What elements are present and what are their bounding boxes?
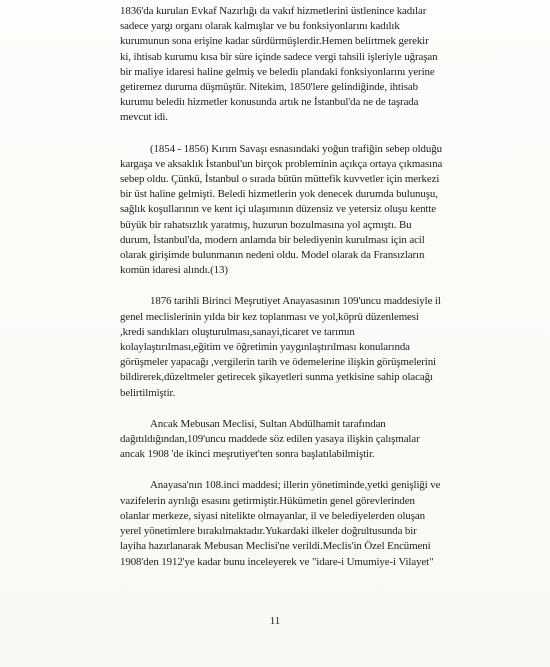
- text-line: sadece yargı organı olarak kalmışlar ve bu fonksiyonlarını kadılık: [120, 20, 400, 33]
- paragraph-gap: [120, 126, 484, 142]
- text-line: 1908'den 1912'ye kadar bunu inceleyerek ve "idare-i Umumiye-i Vilayet": [120, 555, 434, 568]
- paragraph-gap: [120, 462, 484, 478]
- text-line: kolaylaştırılması,eğitim ve öğretimin yaygınlaştırılması konularında: [120, 341, 410, 354]
- paragraph-gap: [120, 278, 484, 294]
- text-line: olarak girişimde bulunmanın nedeni oldu. Model olarak da Fransızların: [120, 249, 425, 262]
- text-line: kurumunun sona erişine kadar sürdürmüşlerdir.Hemen belirtmek gerekir: [120, 35, 429, 48]
- text-line: belirtilmiştir.: [120, 386, 176, 399]
- text-line: sebep oldu. Çünkü, İstanbul o sırada bütün müttefik kuvvetler için merkezi: [120, 173, 440, 186]
- text-line: layiha hazırlanarak Mebusan Meclisi'ne verildi.Meclis'in Özel Encümeni: [120, 540, 431, 553]
- body-text: [120, 4, 484, 570]
- text-line: büyük bir rahatsızlık yaratmış, huzurun bozulmasına yol açmıştı. Bu: [120, 218, 412, 231]
- text-line: getiremez duruma düşmüştür. Nitekim, 1850'lere gelindiğinde, ihtisab: [120, 81, 418, 94]
- text-line: bildirerek,düzeltmeler getirecek şikayetleri sunma yetkisine sahip olacağı: [120, 371, 433, 384]
- text-line: vazifelerin ayrılığı esasını getirmiştir.Hükümetin genel görevlerinden: [120, 494, 415, 507]
- text-line: olanlar merkeze, siyasi nitelikte olmayanlar, il ve belediyelerden oluşan: [120, 509, 425, 522]
- text-line: sağlık koşullarının ve kent içi ulaşımının düzensiz ve yetersiz oluşu kentte: [120, 203, 437, 216]
- paragraph-4: [120, 417, 484, 463]
- text-line: kurumu belediı hizmetler konusunda artık ne İstanbul'da ne de taşrada: [120, 96, 419, 109]
- text-line: komün idaresi alındı.(13): [120, 264, 228, 277]
- text-line: bir üst haline gelmişti. Beledi hizmetlerin yok denecek durumda bulunuşu,: [120, 188, 438, 201]
- text-line: bir maliye idaresi haline gelmiş ve belediı plandaki fonksiyonlarını yerine: [120, 65, 435, 78]
- text-line: 1836'da kurulan Evkaf Nazırlığı da vakıf hizmetlerini üstlenince kadılar: [120, 5, 427, 17]
- text-line: yerel yönetimlere bırakılmaktadır.Yukardaki ilkeler doğrultusunda bir: [120, 525, 417, 538]
- text-line: görüşmeler yapacağı ,vergilerin tarih ve ödemelerine ilişkin görüşmelerini: [120, 356, 436, 369]
- text-line: dağıtıldığından,109'uncu maddede söz edilen yasaya ilişkin çalışmalar: [120, 433, 420, 446]
- paragraph-1: [120, 4, 484, 126]
- page-number: 11: [269, 615, 281, 627]
- text-line: durum, İstanbul'da, modern anlamda bir belediyenin kurulması için acil: [120, 233, 425, 246]
- text-line: mevcut idi.: [120, 111, 168, 124]
- text-line: (1854 - 1856) Kırım Savaşı esnasındaki yoğun trafiğin sebep olduğu: [150, 142, 442, 155]
- paragraph-2: [120, 142, 484, 279]
- text-line: ancak 1908 'de ikinci meşrutiyet'ten sonra başlatılabilmiştir.: [120, 448, 375, 461]
- text-line: Anayasa'nın 108.inci maddesi; illerin yönetiminde,yetki genişliği ve: [150, 479, 441, 492]
- text-line: ki, ihtisab kurumu kısa bir süre içinde sadece vergi tahsili işleriyle uğraşan: [120, 50, 438, 63]
- text-line: Ancak Mebusan Meclisi, Sultan Abdülhamit tarafından: [150, 417, 386, 430]
- text-line: genel meclislerinin yılda bir kez toplanması ve yol,köprü düzenlemesi: [120, 310, 419, 323]
- paragraph-gap: [120, 401, 484, 417]
- text-line: ,kredi sandıkları oluşturulması,sanayi,ticaret ve tarımın: [120, 325, 355, 338]
- text-line: 1876 tarihli Birinci Meşrutiyet Anayasasının 109'uncu maddesiyle il: [150, 295, 441, 308]
- paragraph-5: [120, 478, 484, 569]
- paragraph-3: [120, 294, 484, 400]
- text-line: kargaşa ve aksaklık İstanbul'un birçok probleminin açıkça ortaya çıkmasına: [120, 157, 443, 170]
